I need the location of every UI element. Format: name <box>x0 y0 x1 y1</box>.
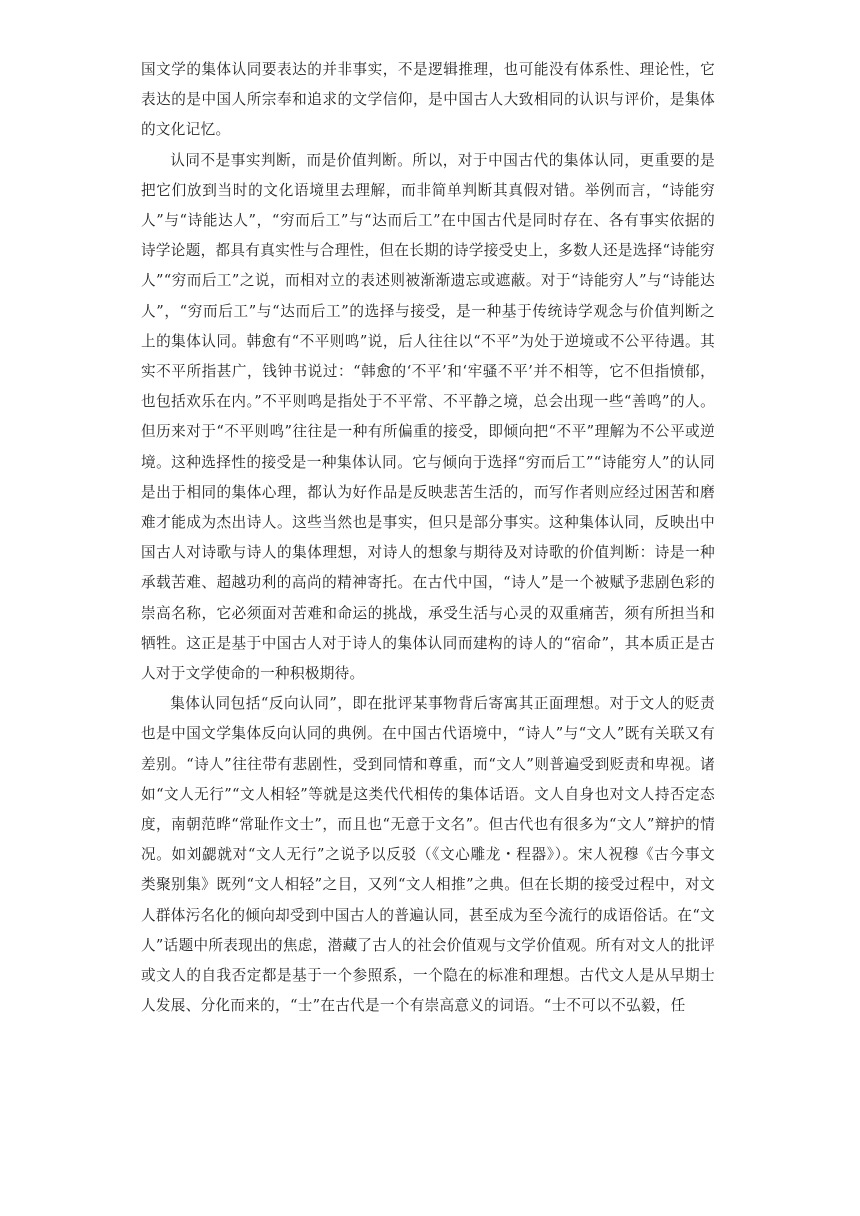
paragraph-3: 集体认同包括“反向认同”，即在批评某事物背后寄寓其正面理想。对于文人的贬责也是中国文学集体反向认同的典例。在中国古代语境中，“诗人”与“文人”既有关联又有差别。“诗人”往往带有悲剧性，受到同情和尊重，而“文人”则普遍受到贬责和卑视。诸如“文人无行”“文人相轻”等就是这类代代相传的集体话语。文人自身也对文人持否定态度，南朝范晔“常耻作文士”，而且也“无意于文名”。但古代也有很多为“文人”辩护的情况。如刘勰就对“文人无行”之说予以反驳（《文心雕龙・程器》）。宋人祝穆《古今事文类聚别集》既列“文人相轻”之目，又列“文人相推”之典。但在长期的接受过程中，对文人群体污名化的倾向却受到中国古人的普遍认同，甚至成为至今流行的成语俗话。在“文人”话题中所表现出的焦虑，潜藏了古人的社会价值观与文学价值观。所有对文人的批评或文人的自我否定都是基于一个参照系，一个隐在的标准和理想。古代文人是从早期士人发展、分化而来的，“士”在古代是一个有崇高意义的词语。“士不可以不弘毅，任 <box>141 695 715 1015</box>
document-body <box>141 55 715 1022</box>
paragraph-2: 认同不是事实判断，而是价值判断。所以，对于中国古代的集体认同，更重要的是把它们放到当时的文化语境里去理解，而非简单判断其真假对错。举例而言，“诗能穷人”与“诗能达人”，“穷而后工”与“达而后工”在中国古代是同时存在、各有事实依据的诗学论题，都具有真实性与合理性，但在长期的诗学接受史上，多数人还是选择“诗能穷人”“穷而后工”之说，而相对立的表述则被渐渐遗忘或遮蔽。对于“诗能穷人”与“诗能达人”，“穷而后工”与“达而后工”的选择与接受，是一种基于传统诗学观念与价值判断之上的集体认同。韩愈有“不平则鸣”说，后人往往以“不平”为处于逆境或不公平待遇。其实不平所指甚广，钱钟书说过：“韩愈的‘不平’和‘牢骚不平’并不相等，它不但指愤郁，也包括欢乐在内。”不平则鸣是指处于不平常、不平静之境，总会出现一些“善鸣”的人。但历来对于“不平则鸣”往往是一种有所偏重的接受，即倾向把“不平”理解为不公平或逆境。这种选择性的接受是一种集体认同。它与倾向于选择“穷而后工”“诗能穷人”的认同是出于相同的集体心理，都认为好作品是反映悲苦生活的，而写作者则应经过困苦和磨难才能成为杰出诗人。这些当然也是事实，但只是部分事实。这种集体认同，反映出中国古人对诗歌与诗人的集体理想，对诗人的想象与期待及对诗歌的价值判断：诗是一种承载苦难、超越功利的高尚的精神寄托。在古代中国，“诗人”是一个被赋予悲剧色彩的崇高名称，它必须面对苦难和命运的挑战，承受生活与心灵的双重痛苦，须有所担当和牺牲。这正是基于中国古人对于诗人的集体认同而建构的诗人的“宿命”，其本质正是古人对于文学使命的一种积极期待。 <box>141 151 715 683</box>
paragraph-1: 国文学的集体认同要表达的并非事实，不是逻辑推理，也可能没有体系性、理论性，它表达的是中国人所宗奉和追求的文学信仰，是中国古人大致相同的认识与评价，是集体的文化记忆。 <box>141 61 715 139</box>
